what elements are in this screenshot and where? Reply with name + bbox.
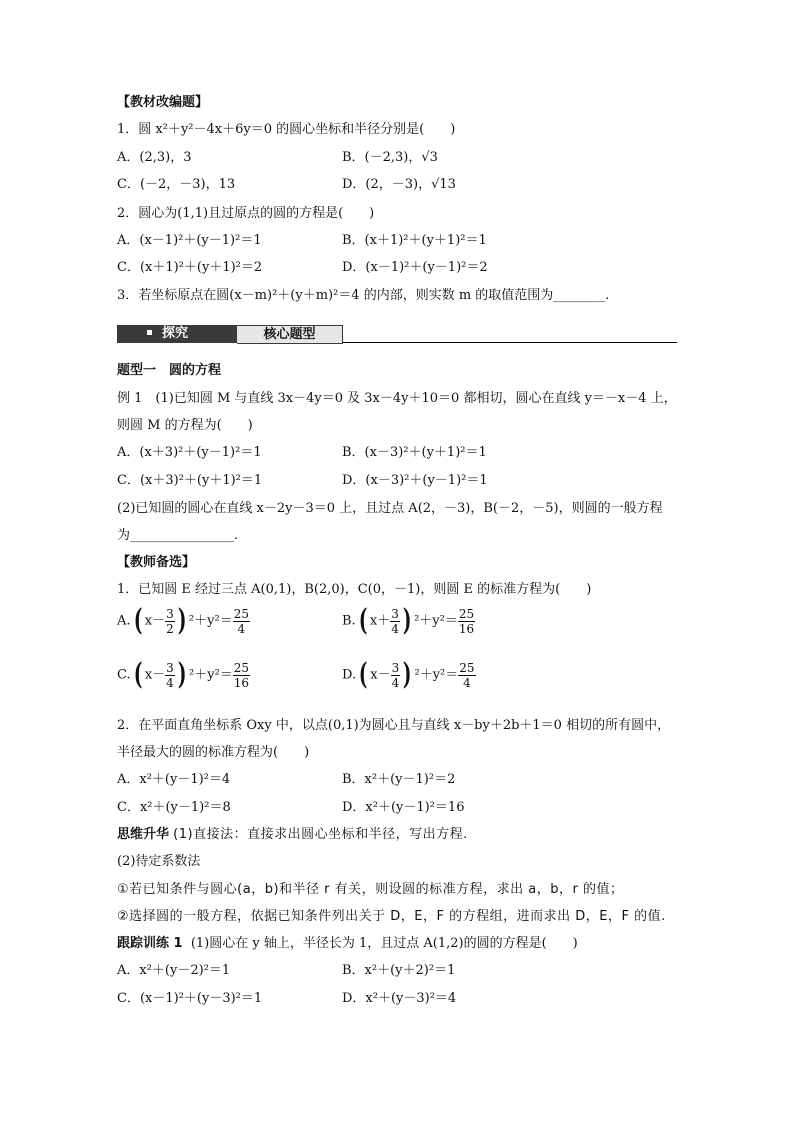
fraction: $\frac{25}{4}$ [233, 606, 249, 636]
q1-option-a: A．(2,3)，3 [117, 150, 192, 165]
tracking-practice-heading: 跟踪训练 1 [117, 936, 183, 951]
section-heading-textbook: 【教材改编题】 [117, 95, 209, 110]
section-heading-teacher: 【教师备选】 [117, 555, 196, 570]
square-bullet-icon [147, 330, 152, 335]
t1-option-d: D.( x－ $\frac{3}{4}$ ) ²＋y²＝ $\frac{25}{4}$ [342, 657, 475, 692]
thinking-summary-heading: 思维升华 [117, 827, 170, 842]
teacher-question-2-line-2: 半径最大的圆的标准方程为( ) [117, 745, 310, 760]
thinking-summary-line-2: (2)待定系数法 [117, 854, 201, 869]
banner-left-label: 探究 [162, 326, 189, 341]
thinking-summary-line-1: 思维升华 (1)直接法：直接求出圆心坐标和半径，写出方程. [117, 827, 468, 842]
banner-right-label: 核心题型 [263, 327, 316, 342]
example-1-line-2: 则圆 M 的方程为( ) [117, 418, 253, 433]
example-1-part-2-line-1: (2)已知圆的圆心在直线 x－2y－3＝0 上，且过点 A(2，－3)，B(－2，－5)，则圆的一般方程 [117, 501, 663, 516]
fraction: $\frac{25}{16}$ [458, 606, 475, 636]
tracking-practice-line-1: 跟踪训练 1 (1)圆心在 y 轴上，半径长为 1，且过点 A(1,2)的圆的方程是( ) [117, 936, 578, 951]
q1-option-d: D．(2，－3)，√13 [342, 177, 456, 192]
teacher-question-1: 1．已知圆 E 经过三点 A(0,1)，B(2,0)，C(0，－1)，则圆 E 的标准方程为( ) [117, 582, 592, 597]
ex1-option-a: A．(x＋3)²＋(y－1)²＝1 [117, 445, 262, 460]
fraction: $\frac{3}{4}$ [166, 660, 174, 690]
ex1-option-c: C．(x＋3)²＋(y＋1)²＝1 [117, 473, 263, 488]
question-3: 3．若坐标原点在圆(x－m)²＋(y＋m)²＝4 的内部，则实数 m 的取值范围为________. [117, 288, 610, 303]
q1-option-b: B．(－2,3)，√3 [342, 150, 438, 165]
t2-option-d: D．x²＋(y－1)²＝16 [342, 800, 465, 815]
ex1-option-b: B．(x－3)²＋(y＋1)²＝1 [342, 445, 487, 460]
example-1-part-2-line-2: 为________________. [117, 528, 239, 543]
tr-option-d: D．x²＋(y－3)²＝4 [342, 991, 457, 1006]
ex1-option-d: D．(x－3)²＋(y－1)²＝1 [342, 473, 488, 488]
question-2: 2．圆心为(1,1)且过原点的圆的方程是( ) [117, 206, 375, 221]
fraction: $\frac{25}{16}$ [233, 660, 250, 690]
banner-explore-tab [117, 325, 237, 343]
fraction: $\frac{3}{2}$ [166, 606, 174, 636]
fraction: $\frac{25}{4}$ [459, 660, 475, 690]
q2-option-d: D．(x－1)²＋(y－1)²＝2 [342, 260, 488, 275]
question-1: 1．圆 x²＋y²－4x＋6y＝0 的圆心坐标和半径分别是( ) [117, 122, 456, 137]
fraction: $\frac{3}{4}$ [391, 660, 400, 690]
teacher-question-2-line-1: 2．在平面直角坐标系 Oxy 中，以点(0,1)为圆心且与直线 x－by＋2b＋1＝0 相切的所有圆中， [117, 718, 671, 733]
tr-option-b: B．x²＋(y＋2)²＝1 [342, 963, 456, 978]
t1-option-c: C.( x－ $\frac{3}{4}$ ) ²＋y²＝ $\frac{25}{16}$ [117, 657, 250, 692]
t2-option-a: A．x²＋(y－1)²＝4 [117, 772, 231, 787]
q2-option-a: A．(x－1)²＋(y－1)²＝1 [117, 233, 262, 248]
t2-option-c: C．x²＋(y－1)²＝8 [117, 800, 231, 815]
tr-option-c: C．(x－1)²＋(y－3)²＝1 [117, 991, 263, 1006]
t1-option-b: B.( x＋ $\frac{3}{4}$ ) ²＋y²＝ $\frac{25}{16}$ [342, 603, 475, 638]
thinking-summary-line-4: ②选择圆的一般方程，依据已知条件列出关于 D，E，F 的方程组，进而求出 D，E，F 的值. [117, 909, 666, 924]
example-1-line-1: 例 1 (1)已知圆 M 与直线 3x－4y＝0 及 3x－4y＋10＝0 都相切，圆心在直线 y＝－x－4 上， [117, 391, 677, 406]
section-banner [117, 325, 677, 343]
t2-option-b: B．x²＋(y－1)²＝2 [342, 772, 456, 787]
q1-option-c: C．(－2，－3)，13 [117, 177, 236, 192]
q2-option-b: B．(x＋1)²＋(y＋1)²＝1 [342, 233, 487, 248]
type-1-title: 题型一 圆的方程 [117, 363, 222, 378]
thinking-summary-line-3: ①若已知条件与圆心(a，b)和半径 r 有关，则设圆的标准方程，求出 a，b，r 的值； [117, 882, 624, 897]
tr-option-a: A．x²＋(y－2)²＝1 [117, 963, 231, 978]
banner-core-types-tab [237, 325, 343, 344]
t1-option-a: A.( x－ $\frac{3}{2}$ ) ²＋y²＝ $\frac{25}{4}$ [117, 603, 249, 638]
fraction: $\frac{3}{4}$ [391, 606, 399, 636]
q2-option-c: C．(x＋1)²＋(y＋1)²＝2 [117, 260, 263, 275]
